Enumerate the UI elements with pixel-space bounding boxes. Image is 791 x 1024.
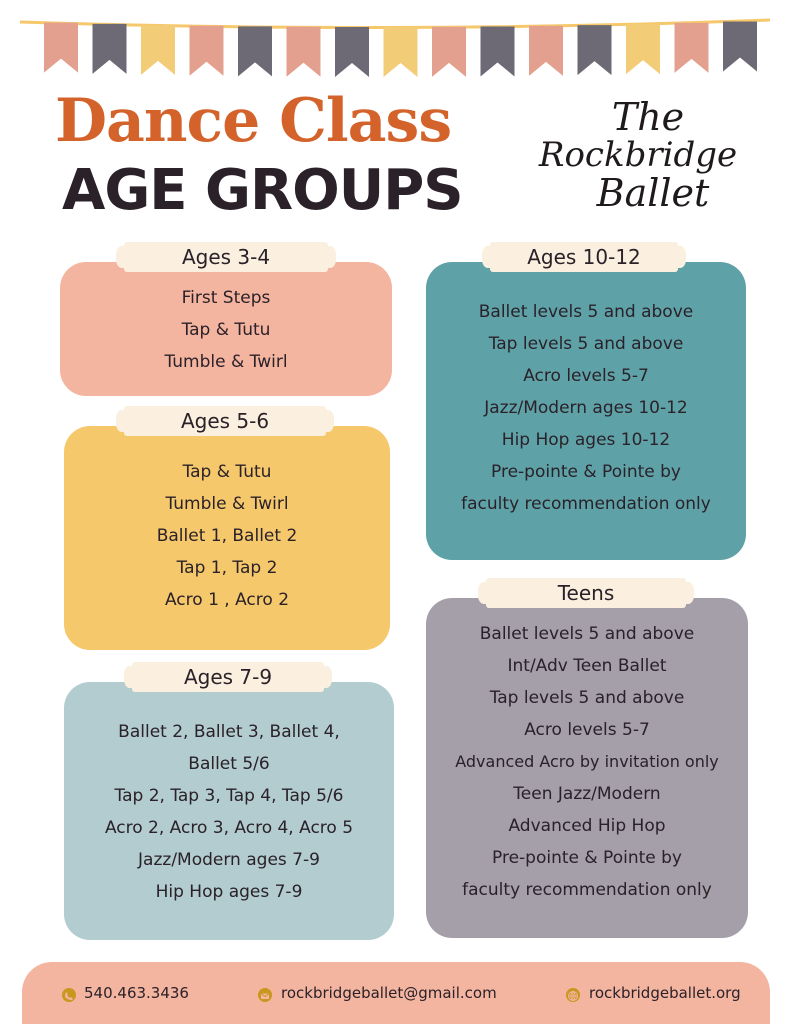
logo-line-ballet: Ballet (596, 171, 710, 215)
bunting-flag (141, 25, 175, 75)
class-item: Int/Adv Teen Ballet (507, 656, 667, 676)
class-item: Acro 1 , Acro 2 (164, 590, 290, 610)
class-item: Teen Jazz/Modern (513, 784, 661, 804)
bunting-flag (626, 24, 660, 74)
class-item: Ballet 2, Ballet 3, Ballet 4, (118, 722, 340, 742)
globe-icon (566, 988, 580, 1002)
class-item: Advanced Hip Hop (508, 816, 666, 836)
class-item: Acro levels 5-7 (523, 366, 649, 386)
class-item: Tap levels 5 and above (489, 688, 685, 708)
bunting-flag (335, 27, 369, 77)
label-ages-3-4: Ages 3-4 (124, 242, 328, 272)
bunting-flag (384, 27, 418, 77)
envelope-icon (258, 988, 272, 1002)
bunting-flag (44, 23, 78, 73)
class-item: Acro levels 5-7 (524, 720, 650, 740)
logo-line-the: The (611, 95, 685, 139)
rockbridge-ballet-logo (528, 95, 748, 215)
class-item: Tap 1, Tap 2 (176, 558, 278, 578)
class-item: First Steps (181, 288, 271, 308)
class-item: Pre-pointe & Pointe by (492, 848, 682, 868)
class-item: Acro 2, Acro 3, Acro 4, Acro 5 (104, 818, 354, 838)
card-teens (426, 598, 748, 938)
bunting-flag (93, 24, 127, 74)
class-item: Tap levels 5 and above (488, 334, 684, 354)
class-item: Ballet 5/6 (188, 754, 270, 774)
bunting-flag (190, 26, 224, 76)
card-ages-7-9 (64, 682, 394, 940)
bunting-flag (723, 22, 757, 72)
class-item: faculty recommendation only (462, 880, 712, 900)
bunting-flag (432, 27, 466, 77)
class-item: Hip Hop ages 10-12 (501, 430, 671, 450)
class-item: faculty recommendation only (461, 494, 711, 514)
bunting-flag (578, 25, 612, 75)
class-item: Advanced Acro by invitation only (455, 752, 719, 771)
email-address[interactable]: rockbridgeballet@gmail.com (281, 984, 497, 1002)
label-ages-5-6: Ages 5-6 (124, 406, 326, 436)
class-item: Tumble & Twirl (165, 494, 289, 514)
card-ages-5-6 (64, 426, 390, 650)
class-item: Ballet levels 5 and above (479, 624, 695, 644)
class-item: Pre-pointe & Pointe by (491, 462, 681, 482)
bunting-flag (481, 26, 515, 76)
class-item: Ballet 1, Ballet 2 (156, 526, 298, 546)
class-item: Ballet levels 5 and above (478, 302, 694, 322)
bunting-flag (238, 26, 272, 76)
class-item: Tumble & Twirl (164, 352, 288, 372)
class-item: Jazz/Modern ages 10-12 (484, 398, 688, 418)
title-age-groups: AGE GROUPS (62, 158, 463, 223)
label-teens: Teens (486, 578, 686, 608)
phone-number[interactable]: 540.463.3436 (84, 984, 189, 1002)
bunting-flag (287, 27, 321, 77)
label-ages-7-9: Ages 7-9 (132, 662, 324, 692)
class-item: Jazz/Modern ages 7-9 (138, 850, 320, 870)
bunting-flag (529, 26, 563, 76)
class-item: Tap & Tutu (181, 320, 271, 340)
class-item: Hip Hop ages 7-9 (155, 882, 303, 902)
title-dance-class: Dance Class (55, 86, 452, 156)
class-item: Tap 2, Tap 3, Tap 4, Tap 5/6 (114, 786, 344, 806)
bunting-banner (0, 0, 791, 80)
card-ages-3-4 (60, 262, 392, 396)
class-item: Tap & Tutu (182, 462, 272, 482)
bunting-flag (675, 23, 709, 73)
label-ages-10-12: Ages 10-12 (490, 242, 678, 272)
phone-icon (62, 988, 76, 1002)
logo-line-rockbridge: Rockbridge (538, 135, 738, 175)
card-ages-10-12 (426, 262, 746, 560)
website-url[interactable]: rockbridgeballet.org (589, 984, 741, 1002)
